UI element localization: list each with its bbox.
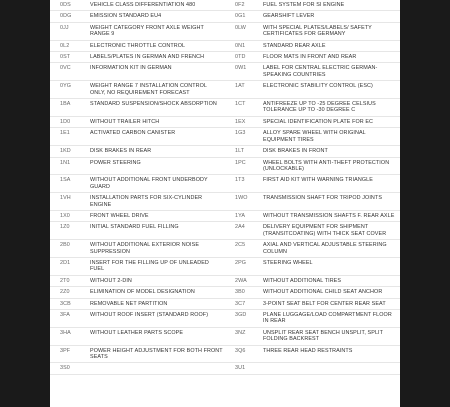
code-left: 1X0 <box>60 212 70 219</box>
description-left: FRONT WHEEL DRIVE <box>90 212 149 219</box>
code-right: 1WO <box>235 195 248 202</box>
table-row <box>50 310 400 328</box>
description-left: EMISSION STANDARD EU4 <box>90 13 162 20</box>
code-left: 1N1 <box>60 159 71 166</box>
code-left: 1D0 <box>60 118 71 125</box>
description-right: DELIVERY EQUIPMENT FOR SHIPMENT (TRANSITCOATING) WITH THICK SEAT COVER <box>263 224 387 237</box>
code-right: 0G1 <box>235 13 246 20</box>
code-right: 2C5 <box>235 242 246 249</box>
description-left: WITHOUT LEATHER PARTS SCOPE <box>90 329 184 336</box>
code-right: 2WA <box>235 277 247 284</box>
description-right: WITH SPECIAL PLATES/LABELS/ SAFETY CERTIFICATES FOR GERMANY <box>263 24 372 38</box>
description-right: FIRST AID KIT WITH WARNING TRIANGLE <box>263 177 373 184</box>
description-right: UNSPLIT REAR SEAT BENCH UNSPLIT, SPLIT FOLDING BACKREST <box>263 329 383 343</box>
code-left: 2D1 <box>60 259 71 266</box>
description-left: WITHOUT 2-DIN <box>90 277 132 284</box>
code-right: 1CT <box>235 101 246 108</box>
table-row <box>50 287 400 298</box>
code-left: 1KD <box>60 148 71 155</box>
description-left: WEIGHT RANGE 7 INSTALLATION CONTROL ONLY, NO REQUIREMENT FORECAST <box>90 83 207 96</box>
code-right: 0N1 <box>235 42 246 49</box>
table-row <box>50 222 400 240</box>
code-right: 1YA <box>235 212 246 219</box>
code-right: 3U1 <box>235 365 246 372</box>
table-row <box>50 116 400 127</box>
description-right: AXIAL AND VERTICAL ADJUSTABLE STEERING COLUMN <box>263 242 387 255</box>
option-codes-table <box>50 0 400 375</box>
description-right: FLOOR MATS IN FRONT AND REAR <box>263 54 357 61</box>
code-right: 3NZ <box>235 329 246 336</box>
code-left: 0DG <box>60 13 72 20</box>
code-right: 3C7 <box>235 300 246 307</box>
description-right: WITHOUT ADDITIONAL TIRES <box>263 277 342 284</box>
description-left: STANDARD SUSPENSION/SHOCK ABSORPTION <box>90 101 217 108</box>
code-right: 1T3 <box>235 177 245 184</box>
description-right: WITHOUT ADDITIONAL CHILD SEAT ANCHOR <box>263 289 383 296</box>
code-left: 0YG <box>60 83 72 90</box>
description-left: WITHOUT TRAILER HITCH <box>90 118 160 125</box>
table-row <box>50 298 400 309</box>
description-right <box>253 363 400 374</box>
code-right: 1AT <box>235 83 245 90</box>
table-row <box>50 175 400 193</box>
code-left: 0VC <box>60 65 71 72</box>
description-right: GEARSHIFT LEVER <box>263 13 315 20</box>
code-left: 2B0 <box>60 242 70 249</box>
description-left: WEIGHT CATEGORY FRONT AXLE WEIGHT RANGE 9 <box>90 24 204 38</box>
description-right: STEERING WHEEL <box>263 259 313 266</box>
description-right: SPECIAL IDENTIFICATION PLATE FOR EC <box>263 118 374 125</box>
description-left: POWER STEERING <box>90 159 141 166</box>
table-row <box>50 52 400 63</box>
description-right: ALLOY SPARE WHEEL WITH ORIGINAL EQUIPMENT TIRES <box>263 130 366 143</box>
description-left: WITHOUT ADDITIONAL FRONT UNDERBODY GUARD <box>90 177 208 190</box>
description-right: DISK BRAKES IN FRONT <box>263 148 328 155</box>
table-row <box>50 146 400 157</box>
description-left: REMOVABLE NET PARTITION <box>90 300 168 307</box>
description-right: 3-POINT SEAT BELT FOR CENTER REAR SEAT <box>263 300 386 307</box>
table-row <box>50 11 400 22</box>
code-left: 3PF <box>60 347 71 354</box>
code-right: 0LW <box>235 24 246 31</box>
table-row <box>50 363 400 374</box>
description-left: ELIMINATION OF MODEL DESIGNATION <box>90 289 195 296</box>
table-row <box>50 210 400 221</box>
description-left: INITIAL STANDARD FUEL FILLING <box>90 224 179 231</box>
description-left <box>80 363 225 374</box>
description-right: LABEL FOR CENTRAL ELECTRIC GERMAN-SPEAKING COUNTRIES <box>263 65 378 78</box>
code-right: 3Q6 <box>235 347 246 354</box>
code-left: 3FA <box>60 312 70 318</box>
description-right: THREE REAR HEAD RESTRAINTS <box>263 347 353 354</box>
code-left: 1E1 <box>60 130 70 137</box>
code-right: 0F2 <box>235 2 245 8</box>
code-right: 2PG <box>235 259 247 266</box>
document-page <box>50 0 400 407</box>
table-row <box>50 327 400 345</box>
code-left: 2T0 <box>60 277 70 284</box>
code-left: 1Z0 <box>60 224 70 231</box>
code-right: 2A4 <box>235 224 245 231</box>
description-right: FUEL SYSTEM FOR SI ENGINE <box>263 2 345 8</box>
code-left: 0L2 <box>60 42 70 49</box>
description-left: WITHOUT ADDITIONAL EXTERIOR NOISE SUPPRESSION <box>90 242 200 255</box>
description-right: TRANSMISSION SHAFT FOR TRIPOD JOINTS <box>263 195 383 202</box>
table-row <box>50 22 400 40</box>
code-right: 0W1 <box>235 65 247 72</box>
table-row <box>50 275 400 286</box>
table-row <box>50 40 400 51</box>
table-row <box>50 157 400 175</box>
table-row <box>50 81 400 99</box>
code-left: 3CB <box>60 300 71 307</box>
code-left: 0DS <box>60 2 71 8</box>
code-right: 1LT <box>235 148 245 155</box>
description-left: ELECTRONIC THROTTLE CONTROL <box>90 42 186 49</box>
table-row <box>50 99 400 117</box>
code-left: 0JJ <box>60 24 69 31</box>
code-right: 1EX <box>235 118 246 125</box>
description-right: WHEEL BOLTS WITH ANTI-THEFT PROTECTION (UNLOCKABLE) <box>263 159 390 172</box>
table-row <box>50 193 400 211</box>
description-left: INFORMATION KIT IN GERMAN <box>90 65 172 72</box>
description-left: ACTIVATED CARBON CANISTER <box>90 130 176 137</box>
description-right: PLANE LUGGAGE/LOAD COMPARTMENT FLOOR IN REAR <box>263 312 392 325</box>
code-left: 2Z0 <box>60 289 70 296</box>
table-row <box>50 240 400 258</box>
description-right: ANTIFREEZE UP TO -25 DEGREE CELSIUS TOLERANCE UP TO -30 DEGREE C <box>263 101 376 114</box>
table-row <box>50 257 400 275</box>
code-left: 3S0 <box>60 365 70 372</box>
code-right: 3B0 <box>235 289 245 296</box>
option-codes-table-body <box>50 0 400 374</box>
description-left: LABELS/PLATES IN GERMAN AND FRENCH <box>90 54 205 61</box>
table-row <box>50 63 400 81</box>
code-right: 1PC <box>235 159 246 166</box>
description-left: POWER HEIGHT ADJUSTMENT FOR BOTH FRONT SEATS <box>90 347 223 361</box>
code-right: 3GD <box>235 312 247 318</box>
code-left: 1VH <box>60 195 71 202</box>
description-left: INSERT FOR THE FILLING UP OF UNLEADED FUEL <box>90 259 209 273</box>
table-row <box>50 345 400 363</box>
code-right: 0TD <box>235 54 246 61</box>
code-left: 1SA <box>60 177 71 184</box>
table-row <box>50 0 400 11</box>
description-left: VEHICLE CLASS DIFFERENTIATION 480 <box>90 2 196 8</box>
description-left: WITHOUT ROOF INSERT (STANDARD ROOF) <box>90 312 209 318</box>
table-row <box>50 128 400 146</box>
description-right: WITHOUT TRANSMISSION SHAFTS F. REAR AXLE <box>263 212 395 219</box>
code-left: 3HA <box>60 329 71 336</box>
description-right: ELECTRONIC STABILITY CONTROL (ESC) <box>263 83 373 90</box>
description-right: STANDARD REAR AXLE <box>263 42 326 49</box>
code-right: 1G3 <box>235 130 246 137</box>
description-left: DISK BRAKES IN REAR <box>90 148 152 155</box>
description-left: INSTALLATION PARTS FOR SIX-CYLINDER ENGINE <box>90 195 203 208</box>
code-left: 0ST <box>60 54 71 61</box>
code-left: 1BA <box>60 101 71 108</box>
